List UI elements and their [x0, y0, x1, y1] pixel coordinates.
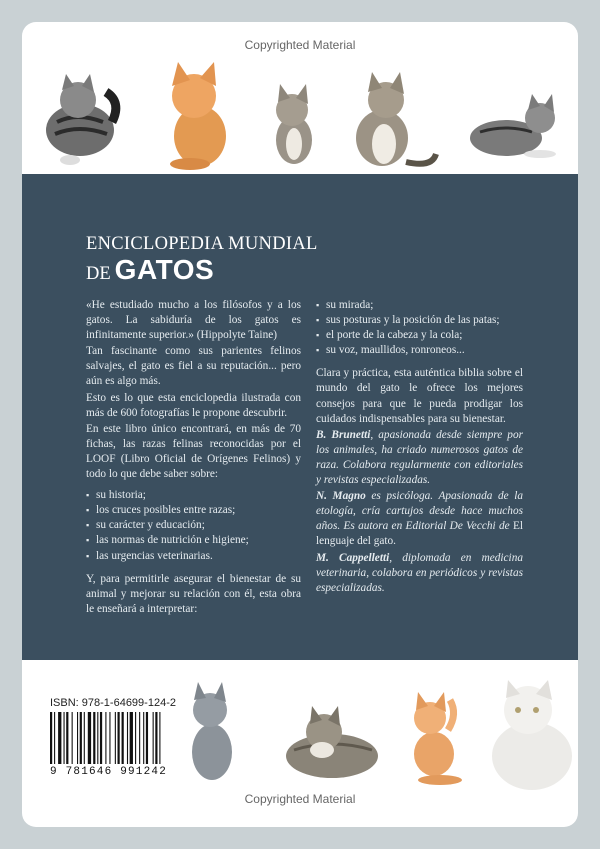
left-column — [86, 298, 301, 618]
cat-photo-orange-kitten-playing — [414, 692, 462, 785]
description-panel — [22, 174, 578, 660]
list-item: ▪ los cruces posibles entre razas; — [86, 503, 301, 518]
title-line2 — [86, 254, 214, 286]
list-item: ▪ sus posturas y la posición de las patas; — [316, 313, 523, 328]
book-title: El lenguaje del gato. — [316, 520, 523, 548]
title-line1: ENCICLOPEDIA MUNDIAL — [86, 234, 318, 254]
list-item: ▪ las urgencias veterinarias. — [86, 549, 301, 564]
right-column — [316, 298, 523, 597]
author-bio-text: , diplomada en medicina veterinaria, colabora en periódicos y revistas especializadas. — [316, 551, 523, 594]
title-gatos: GATOS — [114, 254, 215, 285]
list-item: ▪ su mirada; — [316, 298, 523, 313]
cat-photo-tabby-crouching — [470, 94, 556, 158]
author-name: M. Cappelletti — [316, 551, 390, 564]
interpret-paragraph: Y, para permitirle asegurar el bienestar de su animal y mejorar su relación con él, esta obra le enseñará a interpretar: — [86, 572, 301, 615]
barcode-number: 9 781646 991242 — [50, 766, 168, 778]
author-name: B. Brunetti — [316, 428, 371, 441]
quote-paragraph: «He estudiado mucho a los filósofos y a los gatos. La sabiduría de los gatos es infinitamente superior.» (Hippolyte Taine) — [86, 299, 301, 342]
contents-paragraph: En este libro único encontrará, en más de 70 fichas, las razas felinas reconocidas por el LOOF (Libro Oficial de Orígenes Felinos) y todo lo que debe saber sobre: — [86, 422, 301, 481]
cat-photos-top — [22, 52, 578, 172]
cat-photo-tabby-lying — [46, 74, 116, 165]
isbn-label: ISBN: 978-1-64699-124-2 — [50, 697, 176, 709]
list-item: ▪ su historia; — [86, 488, 301, 503]
intro-paragraph: Tan fascinante como sus parientes felinos salvajes, el gato es fiel a su reputación... pero aún es algo más. — [86, 345, 301, 388]
summary-paragraph: Clara y práctica, esta auténtica biblia sobre el mundo del gato le ofrece los mejores consejos para que le pueda prodigar los cuidados indispensables para su bienestar. — [316, 367, 523, 425]
cat-photo-tabby-white-sitting — [356, 72, 436, 166]
cat-photo-white-persian — [492, 680, 572, 790]
author-bio-brunetti — [316, 428, 523, 488]
copyright-notice-top: Copyrighted Material — [244, 38, 356, 52]
encyclopedia-paragraph: Esto es lo que esta enciclopedia ilustrada con más de 600 fotografías le propone descubrir. — [86, 391, 301, 419]
title-de: DE — [86, 264, 111, 284]
author-bio-cappelletti — [316, 551, 523, 596]
interpret-list — [316, 298, 523, 358]
list-item: ▪ el porte de la cabeza y la cola; — [316, 328, 523, 343]
cat-photo-kitten-sitting — [276, 84, 312, 164]
back-cover — [22, 22, 578, 827]
cat-photo-gray-kitten — [192, 682, 232, 780]
cat-photo-longhair-lying — [286, 706, 378, 778]
list-item: ▪ su carácter y educación; — [86, 518, 301, 533]
copyright-notice-bottom: Copyrighted Material — [244, 792, 356, 806]
list-item: ▪ las normas de nutrición e higiene; — [86, 533, 301, 548]
author-bio-text: es psicóloga. Apasionada de la etología, cría cartujos desde hace muchos años. Es autora en Editorial De Vecchi de — [316, 490, 523, 533]
cat-photos-bottom — [172, 670, 572, 790]
list-item: ▪ su voz, maullidos, ronroneos... — [316, 343, 523, 358]
author-bio-text: , apasionada desde siempre por los animales, ha criado numerosos gatos de raza. Colabora regularmente con editoriales y revistas especializadas. — [316, 428, 523, 487]
cat-photo-orange — [170, 62, 226, 170]
author-bio-magno — [316, 489, 523, 549]
author-name: N. Magno — [316, 490, 366, 503]
topics-list — [86, 488, 301, 563]
